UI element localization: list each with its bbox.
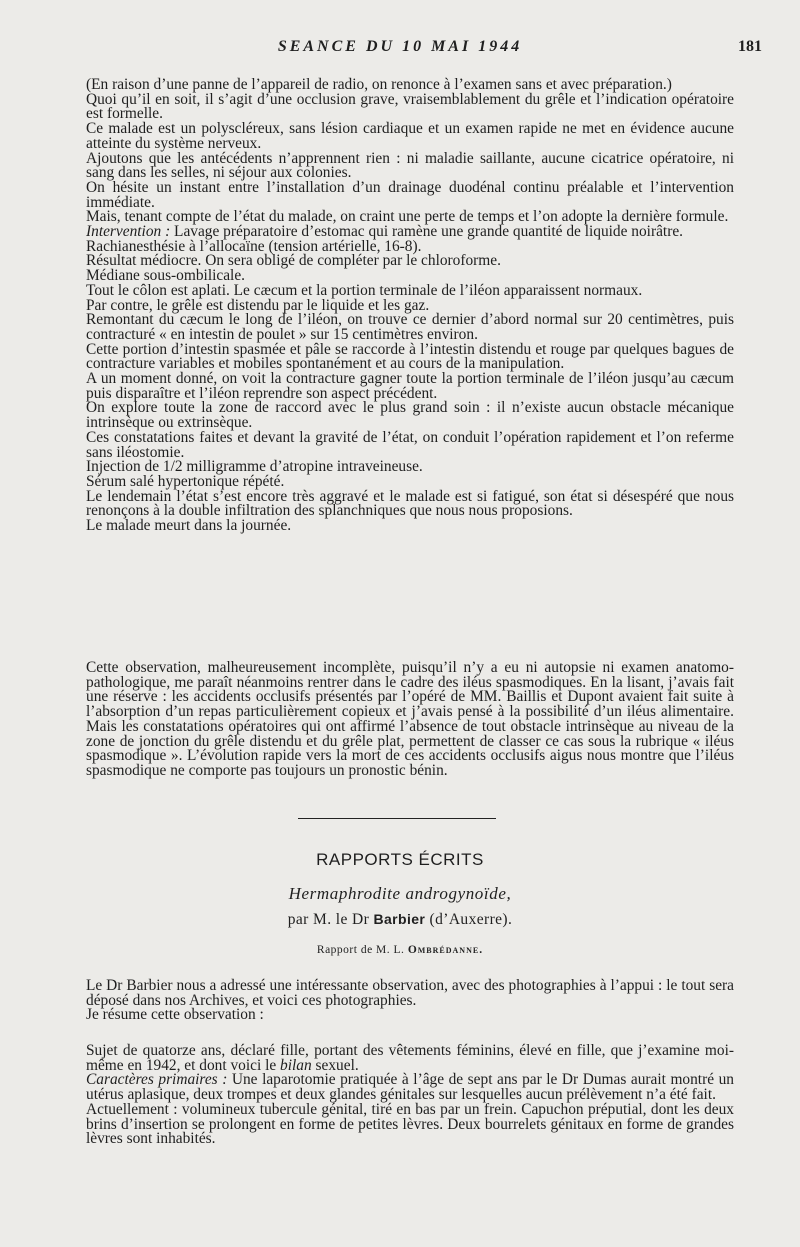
paragraph: Par contre, le grêle est distendu par le liquide et les gaz.	[86, 296, 430, 314]
case-report-body	[86, 78, 734, 534]
article-author	[0, 911, 800, 929]
case-summary	[86, 1044, 734, 1147]
paragraph: Mais, tenant compte de l’état du malade, on craint une perte de temps et l’on adopte la dernière formule.	[86, 208, 729, 226]
author-suffix: (d’Auxerre).	[425, 911, 513, 928]
paragraph: Rachianesthésie à l’allocaïne (tension artérielle, 16-8).	[86, 237, 422, 255]
paragraph: Tout le côlon est aplati. Le cæcum et la portion terminale de l’iléon apparaissent normaux.	[86, 281, 643, 299]
intervention-label: Intervention :	[86, 223, 171, 241]
reporter-name: Ombrédanne.	[407, 944, 484, 956]
running-header	[0, 38, 800, 60]
commentary-paragraph: Cette observation, malheureusement incomplète, puisqu’il n’y a eu ni autopsie ni examen anatomo-pathologique, me paraît néanmoins rentrer dans le cadre des iléus spasmodiques. En la lisant, j’avais fait une réserve : les accidents occlusifs présentés par l’opéré de MM. Baillis et Dupont avaient fait suite à l’absorption d’un repas particulièrement copieux et j’avais pensé à la possibilité d’un iléus alimentaire. Mais les constatations opératoires qui ont affirmé l’absence de tout obstacle intrinsèque au niveau de la zone de jonction du grêle distendu et du grêle plat, permettent de classer ce cas sous la rubrique « iléus spasmodique ». L’évolution rapide vers la mort de ces accidents occlusifs aigus nous montre que l’iléus spasmodique ne comporte pas toujours un pronostic bénin.	[86, 659, 734, 779]
paragraph: On hésite un instant entre l’installation d’un drainage duodénal continu préalable et l’intervention immédiate.	[86, 178, 734, 211]
primary-text: Une laparotomie pratiquée à l’âge de sept ans par le Dr Dumas aurait montré un utérus aplasique, deux trompes et deux glandes génitales sur lesquelles aucun prélèvement n’a été fait.	[86, 1071, 734, 1104]
intervention-text: Lavage préparatoire d’estomac qui ramène une grande quantité de liquide noirâtre.	[170, 223, 683, 241]
page-number: 181	[738, 38, 762, 55]
case-intro-end: sexuel.	[311, 1056, 359, 1074]
paragraph: Remontant du cæcum le long de l’iléon, on trouve ce dernier d’abord normal sur 20 centimètres, puis contracturé « en intestin de poulet » sur 15 centimètres environ.	[86, 311, 734, 343]
paragraph	[86, 1073, 734, 1102]
paragraph: (En raison d’une panne de l’appareil de radio, on renonce à l’examen sans et avec préparation.)	[86, 76, 672, 93]
paragraph: Cette portion d’intestin spasmée et pâle se raccorde à l’intestin distendu et rouge par quelques bagues de contracture variables et mobiles spontanément et au cours de la manipulation.	[86, 340, 734, 373]
section-divider	[298, 818, 496, 819]
paragraph: Ce malade est un polyscléreux, sans lésion cardiaque et un examen rapide ne met en évidence aucune atteinte du système nerveux.	[86, 120, 734, 152]
paragraph: A un moment donné, on voit la contracture gagner toute la portion terminale de l’iléon jusqu’au cæcum puis disparaître et l’iléon reprendre son aspect précédent.	[86, 370, 734, 402]
primary-label: Caractères primaires :	[86, 1071, 228, 1089]
reporter-line	[0, 944, 800, 956]
report-intro	[86, 979, 734, 1023]
paragraph: Résultat médiocre. On sera obligé de compléter par le chloroforme.	[86, 252, 501, 270]
header-title: SEANCE DU 10 MAI 1944	[277, 38, 523, 55]
case-intro-text: Sujet de quatorze ans, déclaré fille, portant des vêtements féminins, élevé en fille, que j’examine moi-même en 1942, et dont voici le	[86, 1042, 734, 1074]
paragraph: Le lendemain l’état s’est encore très aggravé et le malade est si fatigué, son état si désespéré que nous renonçons à la double infiltration des splanchniques que nous nous proposions.	[86, 487, 734, 520]
paragraph: Je résume cette observation :	[86, 1006, 264, 1024]
paragraph	[86, 1044, 734, 1073]
paragraph: Le Dr Barbier nous a adressé une intéressante observation, avec des photographies à l’appui : le tout sera déposé dans nos Archives, et voici ces photographies.	[86, 977, 734, 1009]
author-name: Barbier	[373, 911, 426, 927]
paragraph: Le malade meurt dans la journée.	[86, 517, 292, 535]
paragraph: Quoi qu’il en soit, il s’agit d’une occlusion grave, vraisemblablement du grêle et l’indication opératoire est formelle.	[86, 90, 734, 123]
author-prefix: par M. le Dr	[287, 911, 374, 928]
paragraph: Médiane sous-ombilicale.	[86, 267, 245, 285]
case-intro-emphasis: bilan	[280, 1056, 312, 1074]
paragraph: Injection de 1/2 milligramme d’atropine intraveineuse.	[86, 458, 423, 476]
paragraph: Ajoutons que les antécédents n’apprennent rien : ni maladie saillante, aucune cicatrice opératoire, ni sang dans les selles, ni séjour aux colonies.	[86, 149, 734, 182]
paragraph: Ces constatations faites et devant la gravité de l’état, on conduit l’opération rapidement et l’on referme sans iléostomie.	[86, 428, 734, 461]
paragraph: Sérum salé hypertonique répété.	[86, 472, 285, 490]
article-title: Hermaphrodite androgynoïde,	[288, 884, 512, 903]
paragraph: Actuellement : volumineux tubercule génital, tiré en bas par un frein. Capuchon préputial, dont les deux brins d’insertion se prolongent en forme de petites lèvres. Deux bourrelets génitaux en forme de grandes lèvres sont inhabités.	[86, 1100, 734, 1148]
report-prefix: Rapport de M. L.	[316, 944, 408, 956]
commentary	[86, 661, 734, 779]
section-title: RAPPORTS ÉCRITS	[316, 850, 484, 869]
paragraph: On explore toute la zone de raccord avec le plus grand soin : il n’existe aucun obstacle mécanique intrinsèque ou extrinsèque.	[86, 399, 734, 432]
